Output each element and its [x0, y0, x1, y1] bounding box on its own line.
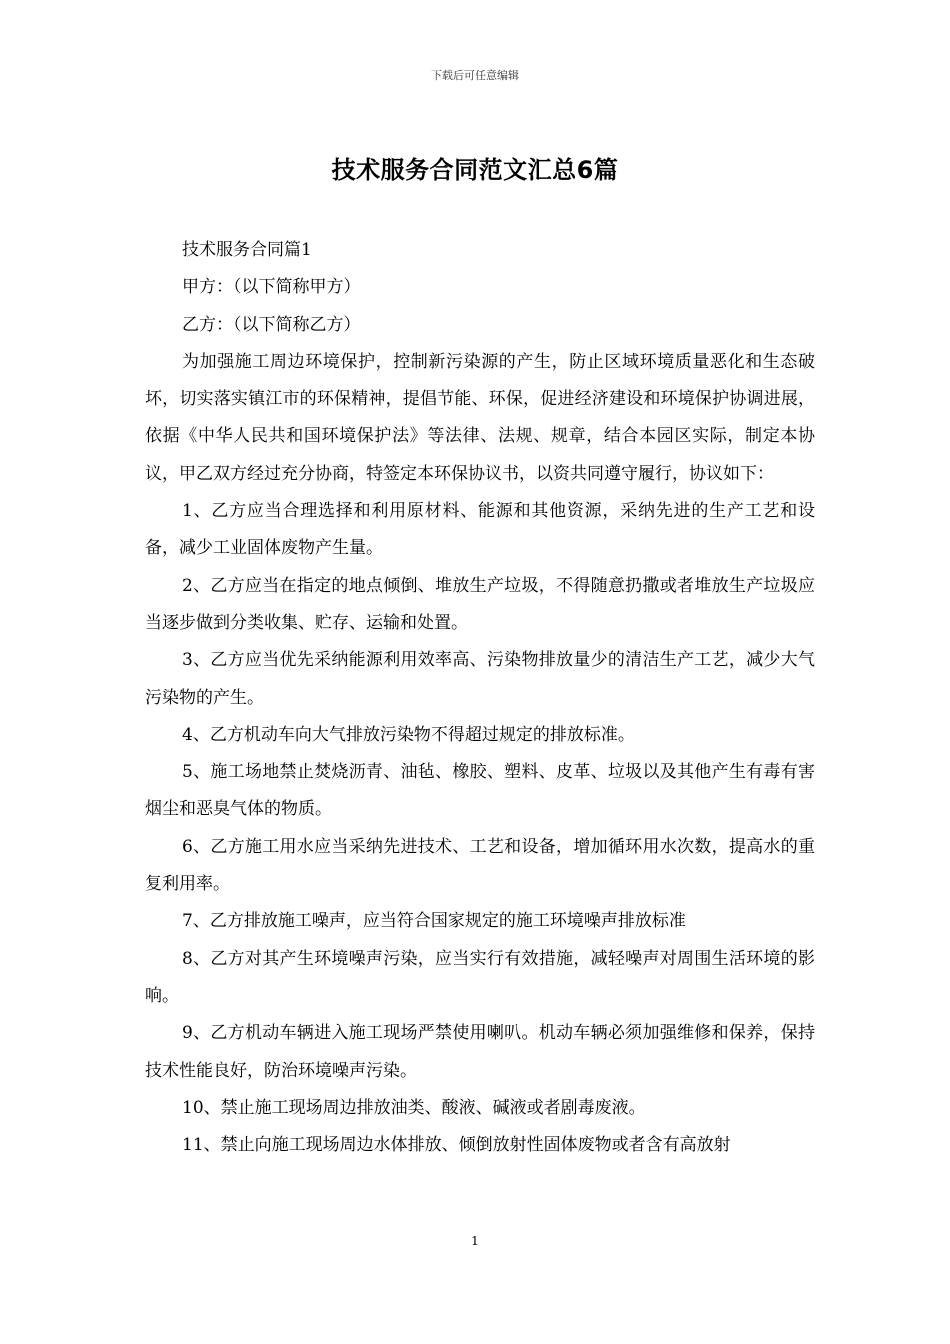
- page-number: 1: [471, 1234, 479, 1248]
- paragraph-clause-6: 6、乙方施工用水应当采纳先进技术、工艺和设备，增加循环用水次数，提高水的重复利用率。: [145, 836, 815, 895]
- paragraph-clause-7: 7、乙方排放施工噪声，应当符合国家规定的施工环境噪声排放标准: [182, 911, 686, 932]
- document-title: 技术服务合同范文汇总6篇: [331, 156, 619, 184]
- document-body: [145, 232, 815, 1164]
- paragraph-clause-1: 1、乙方应当合理选择和利用原材料、能源和其他资源，采纳先进的生产工艺和设备，减少工业固体废物产生量。: [145, 501, 815, 559]
- paragraph-clause-5: 5、施工场地禁止焚烧沥青、油毡、橡胶、塑料、皮革、垃圾以及其他产生有毒有害烟尘和恶臭气体的物质。: [145, 762, 815, 820]
- header-note: 下载后可任意编辑: [431, 69, 519, 82]
- paragraph-clause-10: 10、禁止施工现场周边排放油类、酸液、碱液或者剧毒废液。: [182, 1097, 646, 1118]
- paragraph-clause-11: 11、禁止向施工现场周边水体排放、倾倒放射性固体废物或者含有高放射: [182, 1135, 731, 1156]
- paragraph-clause-4: 4、乙方机动车向大气排放污染物不得超过规定的排放标准。: [182, 724, 635, 745]
- paragraph-party-b: 乙方：（以下简称乙方）: [182, 314, 361, 335]
- paragraph-section-heading: 技术服务合同篇1: [182, 240, 312, 260]
- paragraph-party-a: 甲方：（以下简称甲方）: [182, 277, 361, 298]
- paragraph-preamble: 为加强施工周边环境保护，控制新污染源的产生，防止区域环境质量恶化和生态破坏，切实落实镇江市的环保精神，提倡节能、环保，促进经济建设和环境保护协调进展，依据《中华人民共和国环境保护法》等法律、法规、规章，结合本园区实际，制定本协议，甲乙双方经过充分协商，特签定本环保协议书，以资共同遵守履行，协议如下：: [145, 351, 815, 484]
- paragraph-clause-8: 8、乙方对其产生环境噪声污染，应当实行有效措施，减轻噪声对周围生活环境的影响。: [145, 948, 815, 1006]
- paragraph-clause-3: 3、乙方应当优先采纳能源利用效率高、污染物排放量少的清洁生产工艺，减少大气污染物的产生。: [145, 650, 815, 708]
- paragraph-clause-9: 9、乙方机动车辆进入施工现场严禁使用喇叭。机动车辆必须加强维修和保养，保持技术性能良好，防治环境噪声污染。: [145, 1023, 815, 1081]
- paragraph-clause-2: 2、乙方应当在指定的地点倾倒、堆放生产垃圾，不得随意扔撒或者堆放生产垃圾应当逐步做到分类收集、贮存、运输和处置。: [145, 575, 815, 633]
